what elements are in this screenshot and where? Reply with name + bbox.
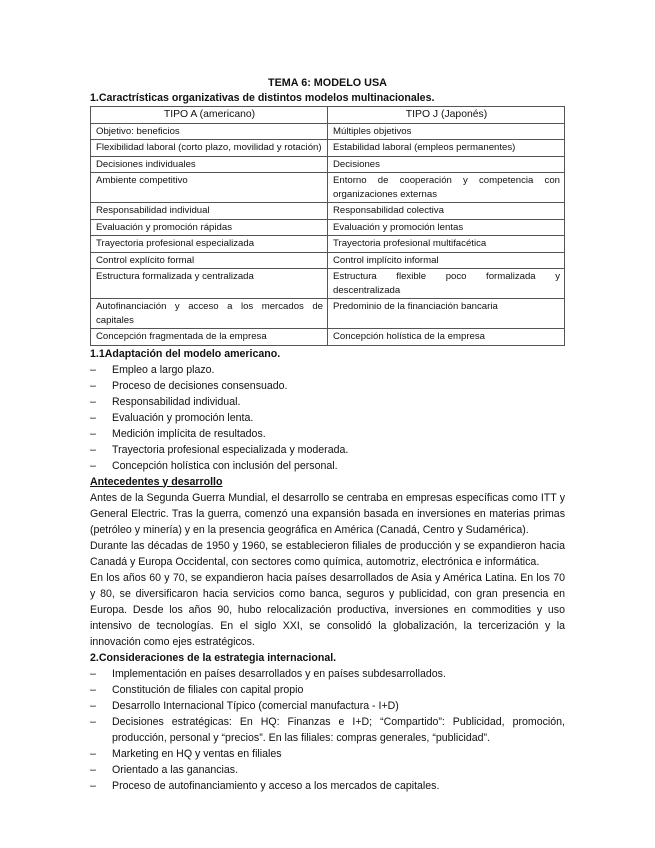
document-content xyxy=(90,76,565,794)
table-cell-tipo-j: Decisiones xyxy=(328,156,565,173)
dash-bullet-icon: – xyxy=(90,363,96,376)
table-cell-tipo-j: Control implícito informal xyxy=(328,252,565,269)
adaptation-list-item xyxy=(90,394,565,410)
dash-bullet-icon: – xyxy=(90,379,96,392)
table-cell-tipo-j: Múltiples objetivos xyxy=(328,123,565,140)
list-item-text: Desarrollo Internacional Típico (comercial manufactura - I+D) xyxy=(112,699,399,712)
list-item-text: Constitución de filiales con capital propio xyxy=(112,683,304,696)
section-1-1-heading: 1.1Adaptación del modelo americano. xyxy=(90,347,281,360)
table-cell-tipo-j: Concepción holística de la empresa xyxy=(328,329,565,346)
list-item-text: Concepción holística con inclusión del personal. xyxy=(112,459,338,472)
table-row xyxy=(91,219,565,236)
strategy-list-item xyxy=(90,762,565,778)
adaptation-list-item xyxy=(90,362,565,378)
adaptation-list-item xyxy=(90,378,565,394)
list-item-text: Proceso de autofinanciamiento y acceso a los mercados de capitales. xyxy=(112,779,440,792)
table-row xyxy=(91,140,565,157)
dash-bullet-icon: – xyxy=(90,779,96,792)
table-cell-tipo-a: Control explícito formal xyxy=(91,252,328,269)
table-cell-tipo-j: Evaluación y promoción lentas xyxy=(328,219,565,236)
antecedentes-heading: Antecedentes y desarrollo xyxy=(90,475,223,488)
table-cell-tipo-a: Ambiente competitivo xyxy=(91,173,328,203)
strategy-list-item xyxy=(90,778,565,794)
strategy-list-item xyxy=(90,698,565,714)
strategy-list xyxy=(90,666,565,794)
antecedentes-body xyxy=(90,490,565,650)
table-cell-tipo-j: Responsabilidad colectiva xyxy=(328,203,565,220)
dash-bullet-icon: – xyxy=(90,683,96,696)
dash-bullet-icon: – xyxy=(90,459,96,472)
table-cell-tipo-a: Estructura formalizada y centralizada xyxy=(91,269,328,299)
table-body xyxy=(91,123,565,345)
table-cell-tipo-j: Entorno de cooperación y competencia con organizaciones externas xyxy=(328,173,565,203)
list-item-text: Implementación en países desarrollados y en países subdesarrollados. xyxy=(112,667,446,680)
list-item-text: Trayectoria profesional especializada y moderada. xyxy=(112,443,349,456)
list-item-text: Evaluación y promoción lenta. xyxy=(112,411,254,424)
strategy-list-item xyxy=(90,746,565,762)
table-row xyxy=(91,329,565,346)
dash-bullet-icon: – xyxy=(90,747,96,760)
adaptation-list xyxy=(90,362,565,474)
table-row xyxy=(91,123,565,140)
dash-bullet-icon: – xyxy=(90,715,96,728)
dash-bullet-icon: – xyxy=(90,443,96,456)
table-cell-tipo-j: Estabilidad laboral (empleos permanentes) xyxy=(328,140,565,157)
table-header-row xyxy=(91,107,565,124)
table-cell-tipo-a: Autofinanciación y acceso a los mercados de capitales xyxy=(91,299,328,329)
comparison-table xyxy=(90,106,565,346)
table-cell-tipo-j: Predominio de la financiación bancaria xyxy=(328,299,565,329)
adaptation-list-item xyxy=(90,458,565,474)
table-cell-tipo-a: Evaluación y promoción rápidas xyxy=(91,219,328,236)
dash-bullet-icon: – xyxy=(90,763,96,776)
list-item-text: Medición implícita de resultados. xyxy=(112,427,266,440)
antecedentes-paragraph: En los años 60 y 70, se expandieron hacia países desarrollados de Asia y América Latina. En los 70 y 80, se diversificaron hacia servicios como banca, seguros y publicidad, con gran presencia en Europa. Desde los años 90, hubo relocalización productiva, inversiones en commodities y uso intensivo de tecnologías. En el siglo XXI, se consolidó la globalización, la tercerización y la innovación como ejes estratégicos. xyxy=(90,571,565,648)
table-row xyxy=(91,203,565,220)
table-header-tipo-j: TIPO J (Japonés) xyxy=(328,107,565,124)
section-1-heading: 1.Caractrísticas organizativas de distintos modelos multinacionales. xyxy=(90,92,435,104)
strategy-list-item xyxy=(90,714,565,746)
strategy-list-item xyxy=(90,666,565,682)
dash-bullet-icon: – xyxy=(90,427,96,440)
antecedentes-paragraph: Antes de la Segunda Guerra Mundial, el desarrollo se centraba en empresas específicas como ITT y General Electric. Tras la guerra, comenzó una expansión basada en inversiones en materias primas (petróleo y minería) y en la presencia geográfica en América (Canadá, Centro y Sudamérica). xyxy=(90,491,565,536)
table-cell-tipo-a: Flexibilidad laboral (corto plazo, movilidad y rotación) xyxy=(91,140,328,157)
dash-bullet-icon: – xyxy=(90,667,96,680)
table-row xyxy=(91,299,565,329)
list-item-text: Decisiones estratégicas: En HQ: Finanzas e I+D; “Compartido”: Publicidad, promoción, producción, personal y “precios”. En las filiales: compras generales, “publicidad”. xyxy=(112,715,565,744)
adaptation-list-item xyxy=(90,426,565,442)
table-row xyxy=(91,173,565,203)
dash-bullet-icon: – xyxy=(90,411,96,424)
list-item-text: Responsabilidad individual. xyxy=(112,395,241,408)
list-item-text: Marketing en HQ y ventas en filiales xyxy=(112,747,282,760)
list-item-text: Proceso de decisiones consensuado. xyxy=(112,379,288,392)
list-item-text: Empleo a largo plazo. xyxy=(112,363,215,376)
document-title: TEMA 6: MODELO USA xyxy=(268,77,387,89)
table-cell-tipo-a: Decisiones individuales xyxy=(91,156,328,173)
table-row xyxy=(91,156,565,173)
list-item-text: Orientado a las ganancias. xyxy=(112,763,239,776)
table-row xyxy=(91,236,565,253)
table-row xyxy=(91,252,565,269)
adaptation-list-item xyxy=(90,410,565,426)
table-header-tipo-a: TIPO A (americano) xyxy=(91,107,328,124)
strategy-list-item xyxy=(90,682,565,698)
table-cell-tipo-a: Responsabilidad individual xyxy=(91,203,328,220)
dash-bullet-icon: – xyxy=(90,699,96,712)
dash-bullet-icon: – xyxy=(90,395,96,408)
antecedentes-paragraph: Durante las décadas de 1950 y 1960, se establecieron filiales de producción y se expandieron hacia Canadá y Europa Occidental, con sectores como química, automotriz, electrónica e informática. xyxy=(90,539,565,568)
section-2-heading: 2.Consideraciones de la estrategia internacional. xyxy=(90,651,337,664)
table-cell-tipo-a: Objetivo: beneficios xyxy=(91,123,328,140)
table-cell-tipo-j: Estructura flexible poco formalizada y descentralizada xyxy=(328,269,565,299)
table-row xyxy=(91,269,565,299)
table-cell-tipo-a: Concepción fragmentada de la empresa xyxy=(91,329,328,346)
table-cell-tipo-j: Trayectoria profesional multifacética xyxy=(328,236,565,253)
adaptation-list-item xyxy=(90,442,565,458)
table-cell-tipo-a: Trayectoria profesional especializada xyxy=(91,236,328,253)
